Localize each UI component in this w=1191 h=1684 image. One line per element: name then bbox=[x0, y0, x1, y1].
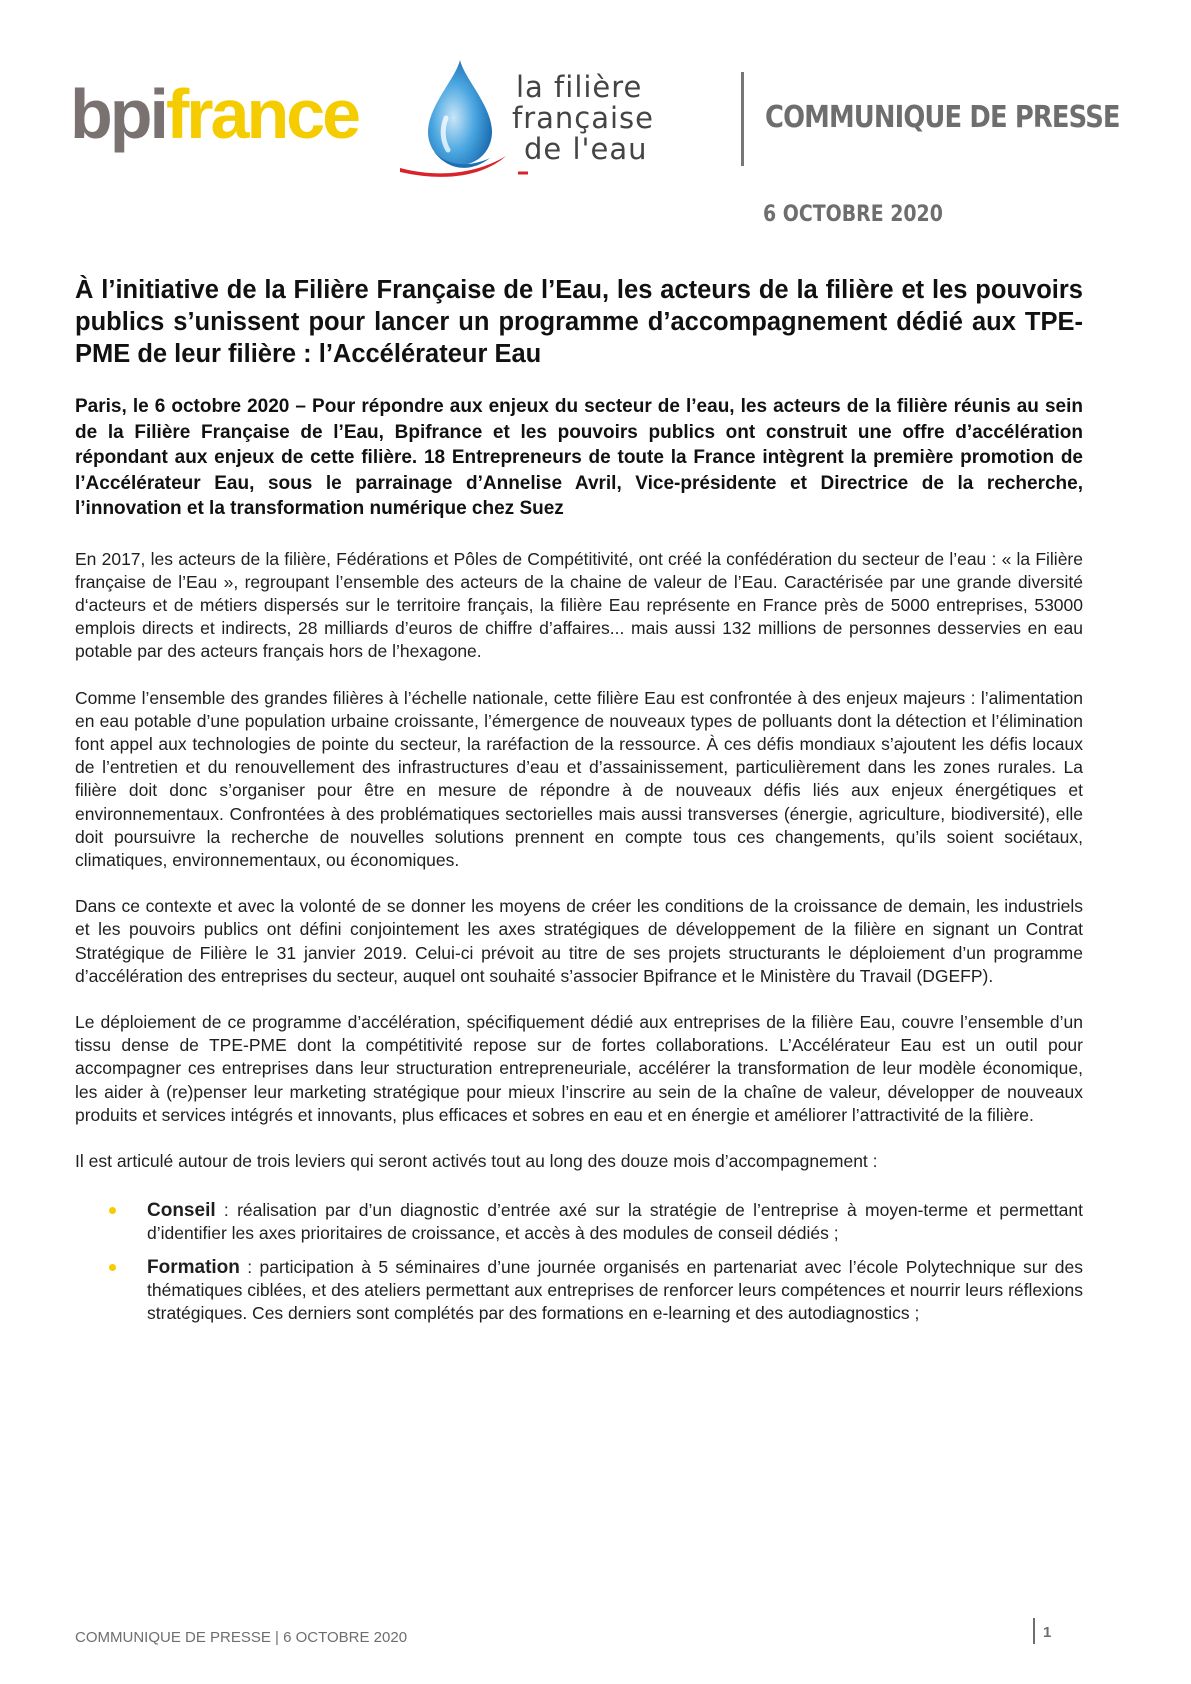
bullet-text: : réalisation par d’un diagnostic d’entrée axé sur la stratégie de l’entreprise à moyen-terme et permettant d’identifier les axes prioritaires de croissance, et accès à des modules de conseil dédiés ; bbox=[147, 1200, 1083, 1244]
filiere-eau-logo-line3: de l'eau bbox=[524, 132, 648, 166]
footer-divider bbox=[1033, 1618, 1035, 1644]
body-paragraph: Comme l’ensemble des grandes filières à l’échelle nationale, cette filière Eau est confrontée à des enjeux majeurs : l’alimentation en eau potable d’une population urbaine croissante, l’émergence de nouveaux types de polluants dont la détection et l’élimination font appel aux technologies de pointe du secteur, la raréfaction de la ressource. À ces défis mondiaux s’ajoutent les défis locaux de l’entretien et du renouvellement des infrastructures d’eau et d’assainissement, particulièrement dans les zones rurales. La filière doit donc s’organiser pour être en mesure de répondre à de nouveaux défis liés aux enjeux énergétiques et environnementaux. Confrontées à des problématiques sectorielles mais aussi transverses (énergie, agriculture, biodiversité), elle doit poursuivre la recherche de nouvelles solutions prennent en compte tous ces changements, qu’ils soient sociétaux, climatiques, environnementaux, ou économiques. bbox=[75, 687, 1083, 870]
press-release-title: COMMUNIQUE DE PRESSE bbox=[765, 100, 1120, 135]
bullet-keyword: Formation bbox=[147, 1256, 240, 1278]
header-divider bbox=[741, 72, 744, 166]
body-paragraph: Dans ce contexte et avec la volonté de se donner les moyens de créer les conditions de la croissance de demain, les industriels et les pouvoirs publics ont défini conjointement les axes stratégiques de développement de la filière en signant un Contrat Stratégique de Filière le 31 janvier 2019. Celui-ci prévoit au titre de ses projets structurants le déploiement d’un programme d’accélération des entreprises du secteur, auquel ont souhaité s’associer Bpifrance et le Ministère du Travail (DGEFP). bbox=[75, 896, 1083, 986]
lead-paragraph: Paris, le 6 octobre 2020 – Pour répondre aux enjeux du secteur de l’eau, les acteurs de la filière réunis au sein de la Filière Française de l’Eau, Bpifrance et les pouvoirs publics ont construit une offre d’accélération répondant aux enjeux de cette filière. 18 Entrepreneurs de toute la France intègrent la première promotion de l’Accélérateur Eau, sous le parrainage d’Annelise Avril, Vice-présidente et Directrice de la recherche, l’innovation et la transformation numérique chez Suez bbox=[75, 396, 1083, 519]
footer-text: COMMUNIQUE DE PRESSE | 6 OCTOBRE 2020 bbox=[75, 1629, 408, 1646]
filiere-eau-logo bbox=[398, 58, 688, 183]
bullet-keyword: Conseil bbox=[147, 1200, 216, 1222]
bpifrance-logo-france: france bbox=[165, 75, 359, 153]
water-drop-icon bbox=[398, 58, 528, 183]
list-item bbox=[75, 1199, 1083, 1245]
header-date: 6 OCTOBRE 2020 bbox=[763, 202, 943, 227]
filiere-eau-logo-line2: française bbox=[512, 101, 655, 135]
levers-list bbox=[75, 1199, 1083, 1325]
filiere-eau-logo-line1: la filière bbox=[516, 70, 643, 104]
bpifrance-logo-bpi: bpi bbox=[70, 75, 166, 153]
body-paragraph: Le déploiement de ce programme d’accélération, spécifiquement dédié aux entreprises de la filière Eau, couvre l’ensemble d’un tissu dense de TPE-PME dont la compétitivité repose sur de fortes collaborations. L’Accélérateur Eau est un outil pour accompagner ces entreprises dans leur structuration entrepreneuriale, accélérer la transformation de leur modèle économique, les aider à (re)penser leur marketing stratégique pour mieux l’inscrire au sein de la chaîne de valeur, développer de nouveaux produits et services intégrés et innovants, plus efficaces et sobres en eau et en énergie et améliorer l’attractivité de la filière. bbox=[75, 1011, 1083, 1125]
page-number: 1 bbox=[1043, 1624, 1052, 1641]
body-paragraph: Il est articulé autour de trois leviers qui seront activés tout au long des douze mois d’accompagnement : bbox=[75, 1150, 878, 1171]
bpifrance-logo bbox=[70, 75, 359, 153]
bullet-icon bbox=[109, 1264, 116, 1271]
list-item bbox=[75, 1256, 1083, 1326]
body-paragraph: En 2017, les acteurs de la filière, Fédérations et Pôles de Compétitivité, ont créé la confédération du secteur de l’eau : « la Filière française de l’Eau », regroupant l’ensemble des acteurs de la chaine de valeur de l’Eau. Caractérisée par une grande diversité d‘acteurs et de métiers dispersés sur le territoire français, la filière Eau représente en France près de 5000 entreprises, 53000 emplois directs et indirects, 28 milliards d’euros de chiffre d’affaires... mais aussi 132 millions de personnes desservies en eau potable par des acteurs français hors de l’hexagone. bbox=[75, 548, 1083, 662]
bullet-text: : participation à 5 séminaires d’une journée organisés en partenariat avec l’école Polytechnique sur des thématiques ciblées, et des ateliers permettant aux entreprises de renforcer leurs compétences et nourrir leurs réflexions stratégiques. Ces derniers sont complétés par des formations en e-learning et des autodiagnostics ; bbox=[147, 1256, 1083, 1323]
article-body bbox=[75, 274, 1083, 1335]
bullet-icon bbox=[109, 1207, 116, 1214]
headline: À l’initiative de la Filière Française de l’Eau, les acteurs de la filière et les pouvoirs publics s’unissent pour lancer un programme d’accompagnement dédié aux TPE-PME de leur filière : l’Accélérateur Eau bbox=[75, 276, 1083, 368]
